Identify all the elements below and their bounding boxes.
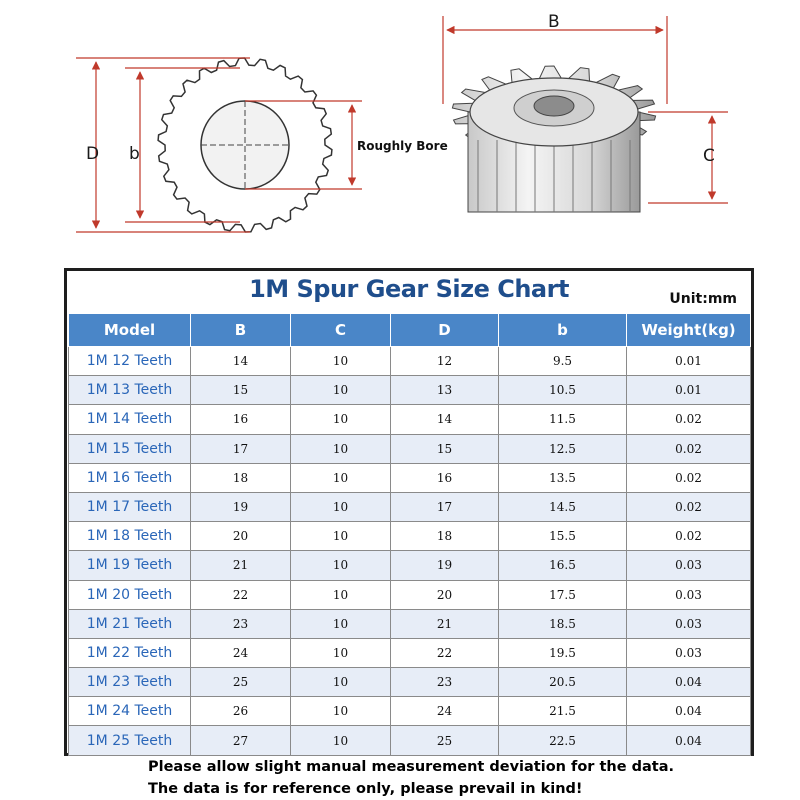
cell-value: 12.5 [499,434,627,463]
cell-value: 19 [191,492,291,521]
cell-value: 9.5 [499,347,627,376]
cell-value: 10.5 [499,376,627,405]
cell-value: 20 [191,522,291,551]
table-row [69,551,751,580]
cell-value: 17.5 [499,580,627,609]
cell-value: 23 [391,668,499,697]
table-row [69,668,751,697]
cell-value: 10 [291,522,391,551]
table-row [69,726,751,755]
cell-value: 10 [291,668,391,697]
cell-value: 10 [291,463,391,492]
header-C: C [291,314,391,347]
header-B: B [191,314,291,347]
cell-value: 15 [391,434,499,463]
cell-value: 19.5 [499,638,627,667]
cell-value: 18 [191,463,291,492]
cell-value: 10 [291,638,391,667]
table-row [69,463,751,492]
table-header-row [69,314,751,347]
cell-model: 1M 22 Teeth [69,638,191,667]
cell-value: 0.03 [627,638,751,667]
cell-model: 1M 18 Teeth [69,522,191,551]
cell-value: 25 [191,668,291,697]
table-row [69,609,751,638]
cell-model: 1M 16 Teeth [69,463,191,492]
cell-value: 21 [191,551,291,580]
size-table [68,313,751,756]
cell-value: 18.5 [499,609,627,638]
cell-model: 1M 15 Teeth [69,434,191,463]
cell-value: 17 [191,434,291,463]
cell-value: 22.5 [499,726,627,755]
cell-value: 14 [191,347,291,376]
cell-value: 10 [291,347,391,376]
cell-value: 16.5 [499,551,627,580]
cell-value: 20.5 [499,668,627,697]
cell-value: 16 [191,405,291,434]
table-row [69,405,751,434]
cell-value: 14.5 [499,492,627,521]
dimension-C [648,112,728,203]
table-row [69,580,751,609]
cell-value: 0.03 [627,580,751,609]
cell-model: 1M 12 Teeth [69,347,191,376]
cell-value: 12 [391,347,499,376]
cell-value: 0.04 [627,668,751,697]
header-weight: Weight(kg) [627,314,751,347]
header-model: Model [69,314,191,347]
cell-value: 15.5 [499,522,627,551]
cell-value: 13 [391,376,499,405]
cell-value: 14 [391,405,499,434]
cell-model: 1M 23 Teeth [69,668,191,697]
cell-value: 10 [291,492,391,521]
cell-value: 18 [391,522,499,551]
cell-value: 10 [291,580,391,609]
cell-value: 21.5 [499,697,627,726]
cell-model: 1M 13 Teeth [69,376,191,405]
cell-value: 10 [291,609,391,638]
cell-value: 10 [291,726,391,755]
header-b: b [499,314,627,347]
bore-label: Roughly Bore [357,139,448,153]
cell-value: 24 [191,638,291,667]
label-D: D [86,144,100,164]
cell-value: 11.5 [499,405,627,434]
cell-value: 0.01 [627,347,751,376]
cell-value: 0.02 [627,463,751,492]
cell-value: 24 [391,697,499,726]
cell-value: 27 [191,726,291,755]
table-row [69,434,751,463]
cell-value: 25 [391,726,499,755]
cell-value: 13.5 [499,463,627,492]
cell-value: 10 [291,434,391,463]
cell-value: 23 [191,609,291,638]
cell-model: 1M 19 Teeth [69,551,191,580]
cell-value: 16 [391,463,499,492]
cell-value: 26 [191,697,291,726]
table-row [69,638,751,667]
cell-value: 19 [391,551,499,580]
unit-label: Unit:mm [669,291,737,307]
header-D: D [391,314,499,347]
footnote [148,756,674,800]
cell-value: 20 [391,580,499,609]
table-row [69,376,751,405]
cell-value: 22 [191,580,291,609]
chart-title: 1M Spur Gear Size Chart [249,275,569,303]
cell-value: 10 [291,376,391,405]
footnote-line-1: Please allow slight manual measurement deviation for the data. [148,759,675,775]
side-gear-drawing [452,66,655,212]
cell-value: 0.02 [627,405,751,434]
cell-model: 1M 21 Teeth [69,609,191,638]
table-row [69,522,751,551]
table-row [69,347,751,376]
cell-value: 0.04 [627,726,751,755]
footnote-line-2: The data is for reference only, please prevail in kind! [148,781,583,797]
cell-value: 21 [391,609,499,638]
size-chart [64,268,754,756]
cell-value: 0.02 [627,492,751,521]
cell-value: 0.03 [627,551,751,580]
cell-value: 10 [291,405,391,434]
cell-value: 0.01 [627,376,751,405]
cell-value: 10 [291,551,391,580]
cell-model: 1M 17 Teeth [69,492,191,521]
cell-value: 0.02 [627,434,751,463]
cell-value: 15 [191,376,291,405]
cell-model: 1M 20 Teeth [69,580,191,609]
cell-value: 0.03 [627,609,751,638]
cell-value: 0.04 [627,697,751,726]
cell-model: 1M 25 Teeth [69,726,191,755]
table-row [69,697,751,726]
front-gear-outline [158,58,332,232]
table-row [69,492,751,521]
label-C: C [703,146,715,166]
label-B: B [548,12,560,32]
cell-value: 10 [291,697,391,726]
gear-diagram [0,0,800,262]
cell-model: 1M 14 Teeth [69,405,191,434]
cell-value: 0.02 [627,522,751,551]
cell-model: 1M 24 Teeth [69,697,191,726]
cell-value: 22 [391,638,499,667]
label-b: b [129,144,140,164]
cell-value: 17 [391,492,499,521]
